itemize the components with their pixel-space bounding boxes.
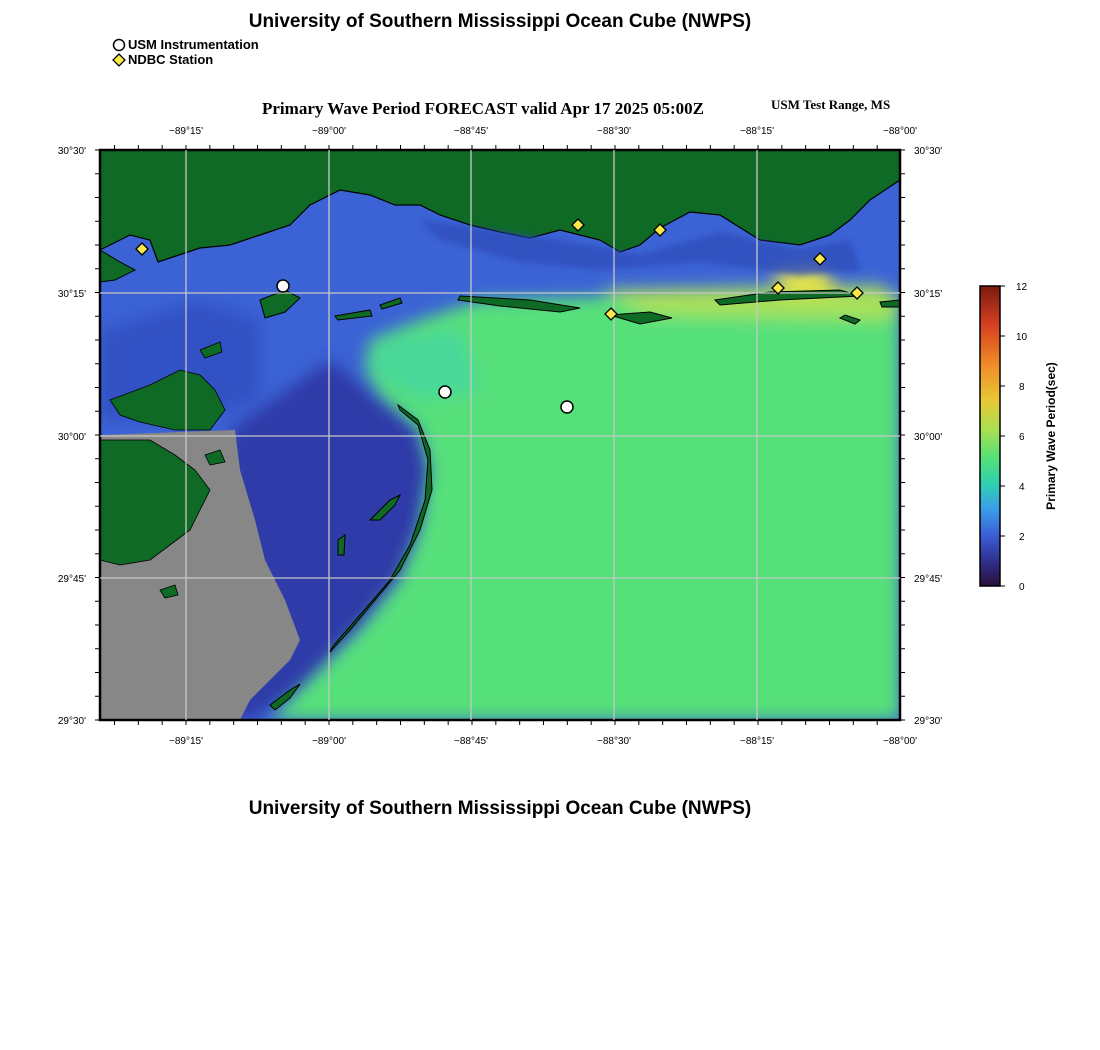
lon-tick-label: −88°15' (740, 736, 774, 747)
colorbar (980, 282, 1058, 593)
map-title: Primary Wave Period FORECAST valid Apr 17 2025 05:00Z (262, 99, 705, 118)
lon-tick-label: −88°00' (883, 126, 917, 137)
colorbar-tick-label: 6 (1019, 432, 1025, 443)
lon-tick-label: −89°00' (312, 736, 346, 747)
lon-tick-label: −89°15' (169, 126, 203, 137)
lon-tick-label: −88°45' (454, 126, 488, 137)
lat-tick-label: 30°30' (57, 146, 86, 157)
lat-tick-label: 29°45' (914, 574, 943, 585)
lat-labels-left (58, 146, 86, 727)
colorbar-tick-label: 8 (1019, 382, 1025, 393)
colorbar-label: Primary Wave Period(sec) (1044, 362, 1058, 510)
legend-label: NDBC Station (128, 52, 214, 67)
lat-tick-label: 30°00' (57, 432, 86, 443)
lat-tick-label: 29°30' (914, 716, 943, 727)
lat-tick-label: 29°45' (57, 574, 86, 585)
lon-tick-label: −88°15' (740, 126, 774, 137)
lat-tick-label: 30°15' (914, 289, 943, 300)
lat-tick-label: 30°00' (914, 432, 943, 443)
legend-label: USM Instrumentation (128, 37, 259, 52)
lon-labels-bottom (169, 736, 917, 747)
lon-tick-label: −88°45' (454, 736, 488, 747)
lat-labels-right (914, 146, 942, 727)
lon-tick-label: −89°15' (169, 736, 203, 747)
lon-tick-label: −89°00' (312, 126, 346, 137)
usm-station-marker[interactable] (439, 386, 451, 398)
footer-title: University of Southern Mississippi Ocean Cube (NWPS) (248, 798, 752, 819)
lon-tick-label: −88°00' (883, 736, 917, 747)
lon-tick-label: −88°30' (597, 126, 631, 137)
colorbar-tick-label: 10 (1016, 332, 1028, 343)
usm-station-marker[interactable] (561, 401, 573, 413)
page-title: University of Southern Mississippi Ocean Cube (NWPS) (248, 11, 752, 32)
colorbar-tick-label: 2 (1019, 532, 1025, 543)
usm-station-marker[interactable] (277, 280, 289, 292)
colorbar-tick-label: 4 (1019, 482, 1025, 493)
lat-tick-label: 30°15' (57, 289, 86, 300)
map-field (100, 150, 900, 720)
colorbar-tick-label: 0 (1019, 582, 1025, 593)
lon-labels-top (169, 126, 917, 137)
colorbar-tick-label: 12 (1016, 282, 1028, 293)
lat-tick-label: 29°30' (57, 716, 86, 727)
colorbar-gradient (980, 286, 1000, 586)
region-label: USM Test Range, MS (771, 97, 891, 112)
lon-tick-label: −88°30' (597, 736, 631, 747)
lat-tick-label: 30°30' (914, 146, 943, 157)
